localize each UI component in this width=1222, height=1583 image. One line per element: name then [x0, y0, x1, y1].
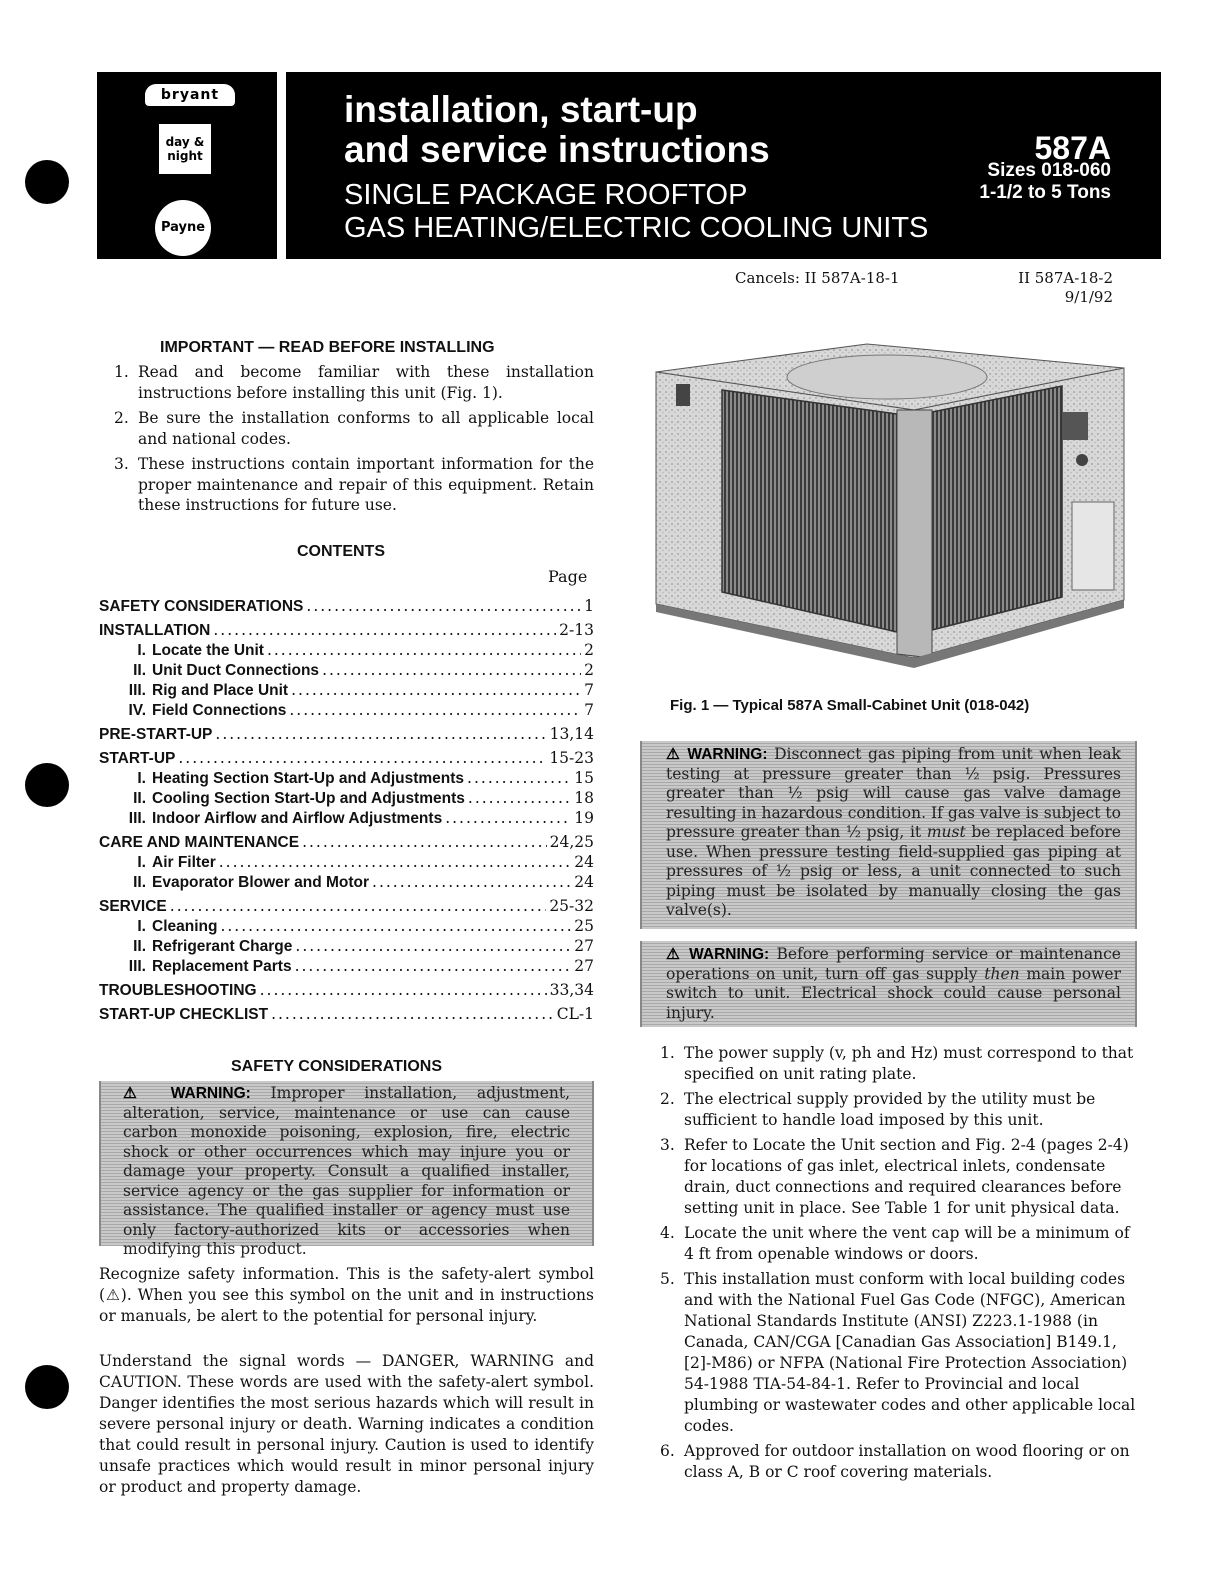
bryant-logo: bryant	[145, 84, 235, 106]
requirement-text: Approved for outdoor installation on wood flooring or on class A, B or C roof covering materials.	[684, 1442, 1130, 1481]
document-id	[1018, 269, 1113, 307]
toc-label: Evaporator Blower and Motor	[152, 874, 370, 891]
requirement-text: This installation must conform with local building codes and with the National Fuel Gas Code (NFGC), American National Standards Institute (ANSI) Z223.1-1988 (in Canada, CAN/CGA [Canadian Gas Association] B149.1, [2]-M86) or NFPA (National Fire Protection Association) 54-1988 TIA-54-84-1. Refer to Provincial and local plumbing or wastewater codes and other applicable local codes.	[684, 1270, 1136, 1435]
important-item-text: Be sure the installation conforms to all applicable local and national codes.	[138, 409, 594, 448]
toc-label: CARE AND MAINTENANCE	[99, 834, 300, 851]
toc-numeral: I.	[137, 854, 146, 871]
toc-page: 2-13	[559, 621, 594, 639]
toc-row	[99, 873, 594, 893]
requirement-text: Locate the unit where the vent cap will be a minimum of 4 ft from openable windows or doors.	[684, 1224, 1130, 1263]
toc-numeral: II.	[133, 874, 146, 891]
toc-row	[99, 749, 594, 769]
gas-piping-warning-box	[640, 741, 1137, 929]
toc-label: Cooling Section Start-Up and Adjustments	[152, 790, 465, 807]
contents-page-label: Page	[548, 567, 588, 586]
brand-logo-panel	[97, 72, 277, 259]
toc-row	[99, 937, 594, 957]
toc-page: 1	[584, 597, 594, 615]
toc-label: Rig and Place Unit	[152, 682, 289, 699]
important-heading: IMPORTANT — READ BEFORE INSTALLING	[160, 339, 495, 356]
subtitle-line-1: SINGLE PACKAGE ROOFTOP	[344, 179, 748, 211]
toc-page: 27	[574, 957, 594, 975]
warning-label: ⚠ WARNING:	[666, 946, 770, 963]
important-item-text: Read and become familiar with these installation instructions before installing this unit (Fig. 1).	[138, 363, 594, 402]
safety-warning-box	[99, 1081, 594, 1258]
punch-hole-middle	[25, 763, 69, 807]
toc-page: 15	[574, 769, 594, 787]
figure-caption: Fig. 1 — Typical 587A Small-Cabinet Unit (018-042)	[670, 697, 1030, 714]
toc-page: 24	[574, 853, 594, 871]
warning-text: be replaced before use. When pressure testing field-supplied gas piping at pressures of ½ psig or less, a unit connected to such piping must be isolated by manually closing the gas valve(s).	[666, 823, 1121, 919]
table-of-contents	[99, 593, 594, 1025]
payne-logo: Payne	[155, 200, 211, 256]
toc-numeral: I.	[137, 770, 146, 787]
list-item: 3. These instructions contain important information for the proper maintenance and repair of this equipment. Retain these instructions for future use.	[114, 455, 594, 514]
toc-numeral: I.	[137, 642, 146, 659]
important-item-text: These instructions contain important information for the proper maintenance and repair of this equipment. Retain these instructions for future use.	[138, 455, 594, 514]
toc-label: INSTALLATION	[99, 622, 211, 639]
requirements-list	[660, 1043, 1138, 1487]
toc-page: 27	[574, 937, 594, 955]
list-item: 2. The electrical supply provided by the utility must be sufficient to handle load imposed by this unit.	[660, 1089, 1138, 1131]
toc-page: 25-32	[549, 897, 594, 915]
toc-page: CL-1	[556, 1005, 594, 1023]
toc-page: 33,34	[549, 981, 594, 999]
toc-row	[99, 681, 594, 701]
toc-row	[99, 661, 594, 681]
toc-page: 19	[574, 809, 594, 827]
toc-row	[99, 917, 594, 937]
document-date: 9/1/92	[1064, 288, 1113, 306]
toc-numeral: II.	[133, 662, 146, 679]
toc-row	[99, 725, 594, 745]
toc-page: 18	[574, 789, 594, 807]
toc-row	[99, 789, 594, 809]
toc-label: START-UP CHECKLIST	[99, 1006, 269, 1023]
toc-row	[99, 957, 594, 977]
toc-label: Air Filter	[152, 854, 216, 871]
contents-heading: CONTENTS	[297, 543, 385, 560]
toc-label: Cleaning	[152, 918, 218, 935]
toc-label: Locate the Unit	[152, 642, 264, 659]
safety-heading: SAFETY CONSIDERATIONS	[231, 1058, 442, 1075]
list-item: 3. Refer to Locate the Unit section and Fig. 2-4 (pages 2-4) for locations of gas inlet, electrical inlets, condensate drain, duct connections and required clearances before setting unit in place. See Table 1 for unit physical data.	[660, 1135, 1138, 1219]
warning-text: main power switch to unit. Electrical shock could cause personal injury.	[666, 964, 1121, 1022]
toc-row	[99, 897, 594, 917]
list-item: 2. Be sure the installation conforms to all applicable local and national codes.	[114, 409, 594, 448]
model-sizes: Sizes 018-060	[987, 160, 1111, 181]
toc-label: SERVICE	[99, 898, 167, 915]
punch-hole-top	[25, 160, 69, 204]
model-number: 587A	[1034, 130, 1111, 166]
toc-label: PRE-START-UP	[99, 726, 213, 743]
warning-text: Before performing service or maintenance operations on unit, turn off gas supply	[666, 945, 1121, 983]
toc-page: 15-23	[549, 749, 594, 767]
toc-row	[99, 597, 594, 617]
warning-label: ⚠ WARNING:	[123, 1085, 251, 1102]
title-banner	[286, 72, 1161, 259]
model-tons: 1-1/2 to 5 Tons	[979, 182, 1111, 203]
list-item: 5. This installation must conform with local building codes and with the National Fuel Gas Code (NFGC), American National Standards Institute (ANSI) Z223.1-1988 (in Canada, CAN/CGA [Canadian Gas Association] B149.1, [2]-M86) or NFPA (National Fire Protection Association) 54-1988 TIA-54-84-1. Refer to Provincial and local plumbing or wastewater codes and other applicable local codes.	[660, 1269, 1138, 1437]
toc-row	[99, 809, 594, 829]
toc-page: 24,25	[549, 833, 594, 851]
requirement-text: The electrical supply provided by the utility must be sufficient to handle load imposed by this unit.	[684, 1090, 1096, 1129]
warning-label: ⚠ WARNING:	[666, 746, 768, 763]
toc-row	[99, 981, 594, 1001]
cancels-note: Cancels: II 587A-18-1	[735, 269, 900, 287]
toc-label: START-UP	[99, 750, 176, 767]
toc-label: Refrigerant Charge	[152, 938, 293, 955]
important-list	[114, 362, 594, 521]
requirement-text: Refer to Locate the Unit section and Fig. 2-4 (pages 2-4) for locations of gas inlet, electrical inlets, condensate drain, duct connections and required clearances before setting unit in place. See Table 1 for unit physical data.	[684, 1136, 1129, 1217]
toc-page: 7	[584, 681, 594, 699]
toc-numeral: II.	[133, 790, 146, 807]
day-and-night-logo: day & night	[159, 124, 211, 174]
toc-label: Unit Duct Connections	[152, 662, 320, 679]
toc-label: Indoor Airflow and Airflow Adjustments	[152, 810, 443, 827]
toc-row	[99, 621, 594, 641]
title-line-1: installation, start-up	[344, 89, 698, 130]
toc-row	[99, 1005, 594, 1025]
toc-label: TROUBLESHOOTING	[99, 982, 257, 999]
service-warning-box	[640, 941, 1137, 1027]
document-number: II 587A-18-2	[1018, 269, 1113, 287]
toc-label: SAFETY CONSIDERATIONS	[99, 598, 304, 615]
toc-page: 13,14	[549, 725, 594, 743]
toc-numeral: IV.	[128, 702, 146, 719]
safety-paragraph-2: Understand the signal words — DANGER, WARNING and CAUTION. These words are used with the safety-alert symbol. Danger identifies the most serious hazards which will result in severe personal injury or death. Warning indicates a condition that could result in personal injury. Caution is used to identify unsafe practices which would result in minor personal injury or product and property damage.	[99, 1352, 594, 1496]
toc-row	[99, 701, 594, 721]
toc-row	[99, 641, 594, 661]
list-item: 6. Approved for outdoor installation on wood flooring or on class A, B or C roof covering materials.	[660, 1441, 1138, 1483]
toc-row	[99, 833, 594, 853]
toc-row	[99, 853, 594, 873]
title-line-2: and service instructions	[344, 129, 770, 170]
unit-photo	[652, 342, 1132, 682]
toc-numeral: I.	[137, 918, 146, 935]
toc-page: 24	[574, 873, 594, 891]
list-item: 1. Read and become familiar with these installation instructions before installing this unit (Fig. 1).	[114, 363, 594, 402]
warning-text: Improper installation, adjustment, alteration, service, maintenance or use can cause carbon monoxide poisoning, explosion, fire, electric shock or other occurrences which may injure you or damage your property. Consult a qualified installer, service agency or the gas supplier for information or assistance. The qualified installer or agency must use only factory-authorized kits or accessories when modifying this product.	[123, 1084, 571, 1258]
warning-emphasis: then	[984, 964, 1020, 983]
list-item: 1. The power supply (v, ph and Hz) must correspond to that specified on unit rating plate.	[660, 1043, 1138, 1085]
toc-label: Heating Section Start-Up and Adjustments	[152, 770, 465, 787]
safety-paragraph-1: Recognize safety information. This is the safety-alert symbol (⚠). When you see this symbol on the unit and in instructions or manuals, be alert to the potential for personal injury.	[99, 1265, 594, 1325]
toc-row	[99, 769, 594, 789]
toc-label: Replacement Parts	[152, 958, 292, 975]
warning-text: Disconnect gas piping from unit when leak testing at pressure greater than ½ psig. Pressures greater than ½ psig will cause gas valve damage resulting in hazardous condition. If gas valve is subject to pressure greater than ½ psig, it	[666, 745, 1121, 841]
toc-label: Field Connections	[152, 702, 287, 719]
toc-numeral: III.	[128, 810, 146, 827]
toc-page: 2	[584, 661, 594, 679]
subtitle-line-2: GAS HEATING/ELECTRIC COOLING UNITS	[344, 212, 929, 244]
requirement-text: The power supply (v, ph and Hz) must correspond to that specified on unit rating plate.	[684, 1044, 1134, 1083]
toc-page: 2	[584, 641, 594, 659]
toc-page: 25	[574, 917, 594, 935]
toc-numeral: III.	[128, 682, 146, 699]
warning-emphasis: must	[926, 823, 966, 841]
toc-numeral: II.	[133, 938, 146, 955]
list-item: 4. Locate the unit where the vent cap will be a minimum of 4 ft from openable windows or doors.	[660, 1223, 1138, 1265]
toc-page: 7	[584, 701, 594, 719]
punch-hole-bottom	[25, 1365, 69, 1409]
rooftop-unit-illustration	[652, 342, 1132, 682]
toc-numeral: III.	[128, 958, 146, 975]
